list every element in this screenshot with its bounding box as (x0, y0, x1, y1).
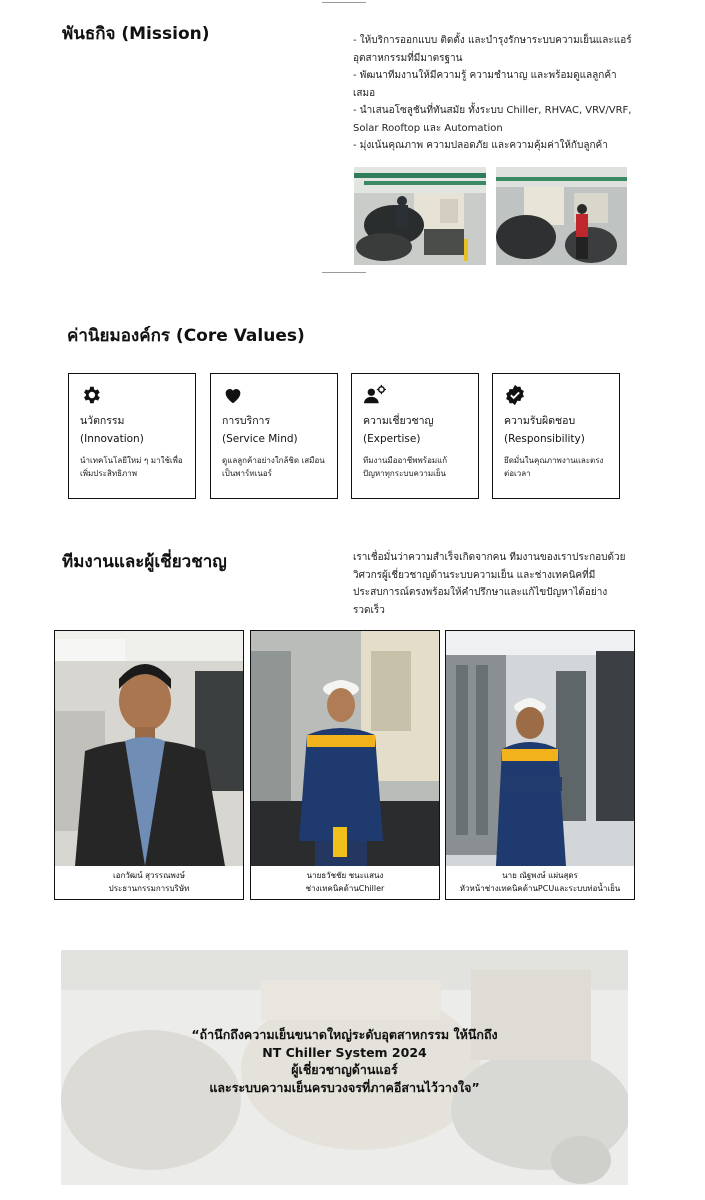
banner-quote-line: และระบบความเย็นครบวงจรที่ภาคอีสานไว้วางใจ” (209, 1079, 480, 1095)
mission-bottom-divider (322, 272, 366, 273)
mission-list (353, 32, 635, 155)
mission-item: - มุ่งเน้นคุณภาพ ความปลอดภัย และความคุ้มค่าให้กับลูกค้า (353, 140, 608, 151)
top-divider (322, 2, 366, 3)
team-member-role: หัวหน้าช่างเทคนิคด้านPCUและระบบท่อน้ำเย็น (459, 884, 621, 893)
core-value-title: การบริการ (222, 415, 271, 427)
team-member-role: ช่างเทคนิคด้านChiller (305, 884, 385, 893)
team-member-card (54, 630, 244, 900)
team-member-photo (55, 631, 243, 866)
team-member-photo (251, 631, 439, 866)
core-values-heading: ค่านิยมองค์กร (Core Values) (67, 326, 305, 346)
core-value-subtitle: (Service Mind) (222, 433, 298, 445)
core-value-title: ความเชี่ยวชาญ (363, 415, 434, 427)
core-value-card-service (210, 373, 338, 499)
chiller-photo-1 (354, 167, 486, 265)
core-value-desc: นำเทคโนโลยีใหม่ ๆ มาใช้เพื่อเพิ่มประสิทธิภาพ (80, 456, 183, 478)
banner-quote-line: NT Chiller System 2024 (262, 1044, 427, 1060)
expert-user-icon (363, 384, 468, 406)
core-value-desc: ดูแลลูกค้าอย่างใกล้ชิด เสมือนเป็นพาร์ทเนอร์ (222, 456, 325, 478)
chiller-photo-2 (496, 167, 627, 265)
gear-icon (80, 384, 185, 406)
team-member-name: นายธวัชชัย ชนะแสนง (306, 871, 384, 880)
core-value-subtitle: (Expertise) (363, 433, 421, 445)
core-value-card-expertise (351, 373, 479, 499)
core-value-subtitle: (Responsibility) (504, 433, 585, 445)
team-intro: เราเชื่อมั่นว่าความสำเร็จเกิดจากคน ทีมงานของเราประกอบด้วยวิศวกรผู้เชี่ยวชาญด้านระบบความเย็น และช่างเทคนิคที่มีประสบการณ์ตรงพร้อมให้คำปรึกษาและแก้ไขปัญหาได้อย่างรวดเร็ว (353, 552, 626, 616)
team-member-card (445, 630, 635, 900)
team-member-card (250, 630, 440, 900)
core-value-subtitle: (Innovation) (80, 433, 144, 445)
team-member-name: นาย ณัฐพงษ์ แผ่นสุดร (502, 871, 578, 880)
team-heading: ทีมงานและผู้เชี่ยวชาญ (62, 552, 227, 572)
core-value-desc: ทีมงานมืออาชีพพร้อมแก้ปัญหาทุกระบบความเย็น (363, 456, 448, 478)
banner-quote-line: ผู้เชี่ยวชาญด้านแอร์ (291, 1062, 398, 1077)
core-value-card-responsibility (492, 373, 620, 499)
mission-item: - นำเสนอโซลูชันที่ทันสมัย ทั้งระบบ Chiller, RHVAC, VRV/VRF, Solar Rooftop และ Automation (353, 105, 632, 134)
mission-heading: พันธกิจ (Mission) (62, 24, 210, 44)
core-value-title: นวัตกรรม (80, 415, 125, 427)
mission-item: - พัฒนาทีมงานให้มีความรู้ ความชำนาญ และพร้อมดูแลลูกค้าเสมอ (353, 70, 617, 99)
mission-item: - ให้บริการออกแบบ ติดตั้ง และบำรุงรักษาระบบความเย็นและแอร์อุตสาหกรรมที่มีมาตรฐาน (353, 35, 632, 64)
team-member-name: เอกวัฒน์ สุวรรณพงษ์ (113, 871, 185, 880)
verified-badge-icon (504, 384, 609, 406)
core-value-desc: ยึดมั่นในคุณภาพงานและตรงต่อเวลา (504, 456, 604, 478)
team-member-photo (446, 631, 634, 866)
core-value-title: ความรับผิดชอบ (504, 415, 576, 427)
core-value-card-innovation (68, 373, 196, 499)
team-member-role: ประธานกรรมการบริษัท (108, 884, 190, 893)
banner-quote (61, 1026, 628, 1096)
quote-banner (61, 950, 628, 1185)
heart-icon (222, 384, 327, 406)
banner-quote-line: “ถ้านึกถึงความเย็นขนาดใหญ่ระดับอุตสาหกรรม ให้นึกถึง (191, 1027, 498, 1042)
